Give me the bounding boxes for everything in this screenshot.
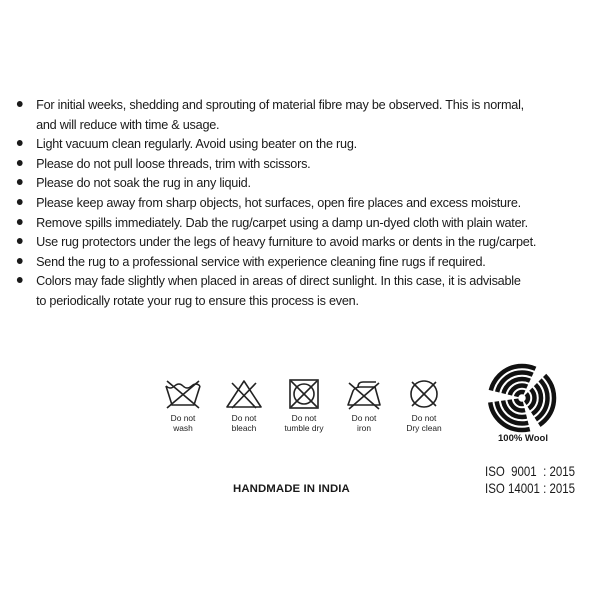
- care-instruction-item: [14, 193, 563, 213]
- care-instruction-item: [14, 154, 563, 174]
- care-symbol-label: Do not bleach: [231, 413, 257, 433]
- care-symbol-label: Do not iron: [351, 413, 377, 433]
- care-instruction-item: [14, 115, 563, 135]
- care-instruction-item: [14, 134, 563, 154]
- care-instruction-text: and will reduce with time & usage.: [36, 116, 220, 132]
- iso-14001-text: ISO 14001 : 2015: [485, 480, 576, 496]
- care-instruction-text: For initial weeks, shedding and sprouting of material fibre may be observed. This is normal,: [36, 97, 524, 112]
- woolmark-icon: [487, 363, 557, 433]
- care-symbol-do-not-bleach: [213, 378, 275, 433]
- care-instruction-item: [14, 291, 563, 311]
- do-not-tumble-dry-icon: [284, 378, 324, 410]
- handmade-in-india-text: HANDMADE IN INDIA: [233, 483, 350, 495]
- iso-certifications: [485, 463, 575, 497]
- bullet-icon: [17, 140, 23, 146]
- bullet-icon: [17, 277, 23, 283]
- care-symbol-label: Do not Dry clean: [406, 413, 442, 433]
- care-instruction-item: [14, 173, 563, 193]
- care-instruction-text: Please do not pull loose threads, trim with scissors.: [36, 155, 311, 171]
- bullet-icon: [17, 199, 23, 205]
- care-instruction-item: [14, 232, 563, 252]
- care-instruction-text: Please do not soak the rug in any liquid.: [36, 175, 251, 191]
- do-not-bleach-icon: [224, 378, 264, 410]
- care-instruction-text: Please keep away from sharp objects, hot surfaces, open fire places and excess moisture.: [36, 194, 521, 210]
- care-instruction-item: [14, 271, 563, 291]
- bullet-icon: [17, 179, 23, 185]
- bullet-icon: [17, 219, 23, 225]
- care-instruction-text: Light vacuum clean regularly. Avoid using beater on the rug.: [36, 136, 357, 152]
- care-instruction-text: Colors may fade slightly when placed in areas of direct sunlight. In this case, it is advisable: [36, 273, 521, 289]
- care-instructions-list: [14, 95, 586, 311]
- care-instruction-text: Remove spills immediately. Dab the rug/carpet using a damp un-dyed cloth with plain water.: [36, 214, 528, 230]
- care-symbol-label: Do not tumble dry: [284, 413, 324, 433]
- do-not-iron-icon: [344, 378, 384, 410]
- bullet-icon: [17, 238, 23, 244]
- care-instruction-item: [14, 95, 563, 115]
- care-symbol-do-not-tumble-dry: [273, 378, 335, 433]
- care-symbol-do-not-iron: [333, 378, 395, 433]
- care-instruction-item: [14, 213, 563, 233]
- bullet-icon: [17, 101, 23, 107]
- care-symbol-do-not-dry-clean: [393, 378, 455, 433]
- wool-label: 100% Wool: [498, 433, 548, 444]
- care-instruction-text: to periodically rotate your rug to ensure this process is even.: [36, 292, 359, 308]
- care-instruction-text: Use rug protectors under the legs of heavy furniture to avoid marks or dents in the rug/carpet.: [36, 234, 537, 250]
- care-instruction-item: [14, 252, 563, 272]
- bullet-icon: [17, 160, 23, 166]
- care-symbol-label: Do not wash: [170, 413, 196, 433]
- do-not-wash-icon: [163, 378, 203, 410]
- do-not-dry-clean-icon: [404, 378, 444, 410]
- care-symbol-do-not-wash: [152, 378, 214, 433]
- care-instruction-text: Send the rug to a professional service with experience cleaning fine rugs if required.: [36, 253, 486, 269]
- bullet-icon: [17, 258, 23, 264]
- iso-9001-text: ISO 9001 : 2015: [485, 463, 575, 479]
